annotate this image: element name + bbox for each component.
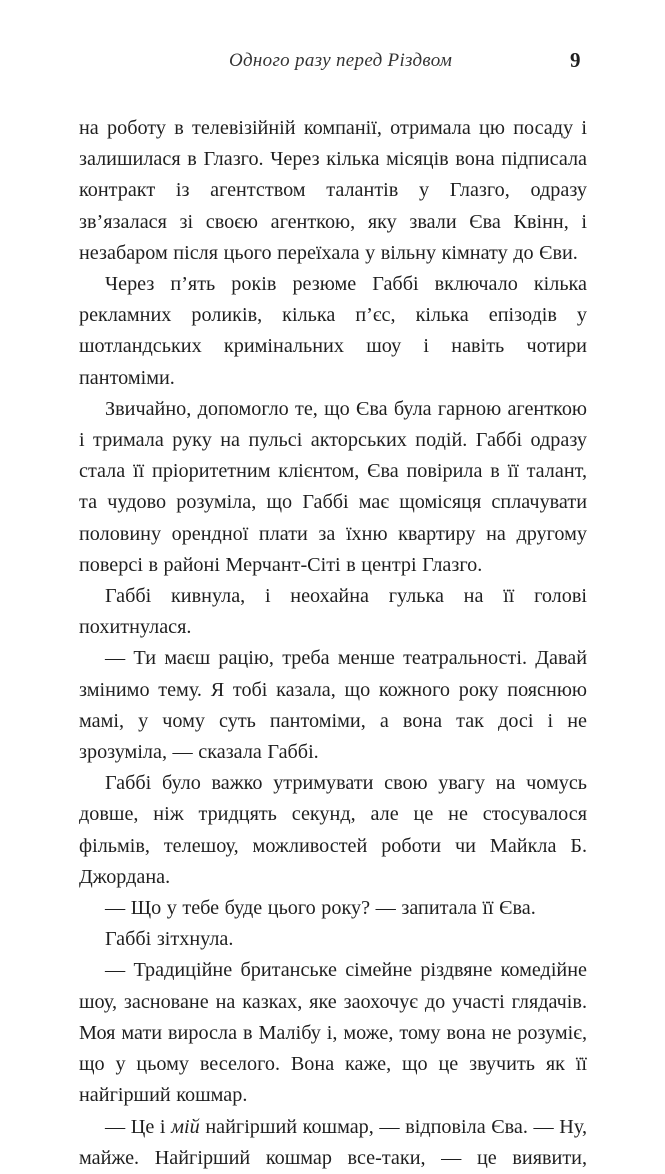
paragraph: Габбі кивнула, і неохайна гулька на її голові похитнулася. [79, 585, 587, 639]
paragraph-last [79, 1112, 587, 1174]
running-header [0, 50, 665, 76]
running-header-title: Одного разу перед Різдвом [229, 50, 453, 71]
paragraph: — Що у тебе буде цього року? — запитала її Єва. [105, 897, 536, 920]
paragraph: — Традиційне британське сімейне різдвяне комедійне шоу, засноване на казках, яке заохочує до участі глядачів. Моя мати виросла в Малібу і, може, тому вона не розуміє, що у цьому веселого. Вона каже, що це звучить як її найгірший кошмар. [79, 959, 587, 1107]
paragraph-text: — Це і [105, 1115, 172, 1138]
page-number: 9 [570, 48, 581, 72]
paragraph-text: найгірший кошмар, — відповіла Єва. — Ну, майже. Найгірший кошмар все-таки, — це виявити, [79, 1115, 587, 1169]
paragraph: Габбі зітхнула. [105, 928, 234, 951]
paragraph: Габбі було важко утримувати свою увагу на чомусь довше, ніж тридцять секунд, але це не стосувалося фільмів, телешоу, можливостей роботи чи Майкла Б. Джордана. [79, 772, 587, 888]
body-text [79, 113, 587, 1174]
paragraph: — Ти маєш рацію, треба менше театральності. Давай змінимо тему. Я тобі казала, що кожного року пояснюю мамі, у чому суть пантоміми, а вона так досі і не зрозуміла, — сказала Габбі. [79, 647, 587, 764]
paragraph: на роботу в телевізійній компанії, отримала цю посаду і залишилася в Глазго. Через кілька місяців вона підписала контракт із агентством талантів у Глазго, одразу зв’язалася зі своєю агенткою, яку звали Єва Квінн, і незабаром після цього переїхала у вільну кімнату до Єви. [79, 117, 587, 264]
paragraph: Звичайно, допомогло те, що Єва була гарною агенткою і тримала руку на пульсі акторських подій. Габбі одразу стала її пріоритетним клієнтом, Єва повірила в її талант, та чудово розуміла, що Габбі має щомісяця сплачувати половину орендної плати за їхню квартиру на другому поверсі в районі Мерчант-Сіті в центрі Глазго. [79, 397, 587, 576]
emphasized-word: мій [171, 1115, 200, 1138]
paragraph: Через п’ять років резюме Габбі включало кілька рекламних роликів, кілька п’єс, кілька епізодів у шотландських кримінальних шоу і навіть чотири пантоміми. [79, 273, 587, 389]
